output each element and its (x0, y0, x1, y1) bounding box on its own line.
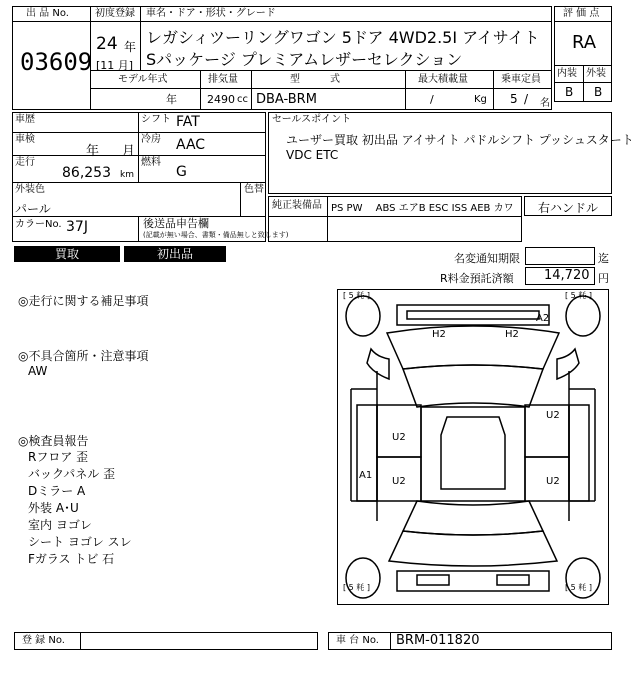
exterior-grade: B (594, 85, 603, 99)
registration-number-label: 登 録 No. (22, 635, 65, 646)
lot-number-label: 出 品 No. (26, 8, 69, 19)
type-value: DBA-BRM (256, 92, 317, 107)
inspection-label: 車検 (15, 134, 35, 145)
capacity-unit: 名 (540, 98, 550, 109)
damage-mark-a2: A2 (536, 313, 550, 324)
chassis-number-label: 車 台 No. (336, 635, 379, 646)
inspector-report-heading: ◎検査員報告 (18, 434, 89, 448)
equipment-label: 純正装備品 (272, 200, 322, 211)
exterior-grade-label: 外装 (586, 68, 606, 79)
first-registration-label: 初度登録 (95, 8, 135, 19)
capacity-label: 乗車定員 (501, 74, 541, 85)
transfer-notice-unit: 迄 (598, 252, 609, 265)
fuel-label: 燃料 (141, 157, 161, 168)
handle-value: 右ハンドル (538, 201, 599, 215)
list-item: Dミラー A (28, 484, 86, 498)
fuel-value: G (176, 164, 187, 180)
tag-first-listing: 初出品 (124, 246, 226, 262)
defect-notes-heading: ◎不具合箇所・注意事項 (18, 349, 149, 363)
car-name-line2: Sパッケージ プレミアムレザーセレクション (146, 50, 463, 69)
capacity-value: 5 (510, 92, 518, 106)
inspection-year-unit: 年 (86, 144, 100, 159)
aftermarket-note: (記載が無い場合、書類・備品無しと致します) (143, 231, 289, 239)
mileage-value: 86,253 (62, 165, 111, 181)
interior-grade-label: 内装 (557, 68, 577, 79)
lot-number: 03609 (20, 48, 93, 76)
max-load-value: / (430, 93, 434, 106)
exterior-color-value: パール (15, 202, 51, 216)
interior-grade: B (565, 85, 574, 99)
ac-value: AAC (176, 137, 206, 153)
grade-label: 評 価 点 (563, 8, 600, 19)
mileage-unit: km (120, 170, 134, 180)
shift-label: シフト (141, 114, 171, 125)
sales-point-line1: ユーザー買取 初出品 アイサイト パドルシフト プッシュスタート (286, 133, 634, 147)
exterior-color-label: 外装色 (15, 184, 45, 195)
drive-notes-heading: ◎走行に関する補足事項 (18, 294, 149, 308)
aftermarket-label: 後送品申告欄 (143, 217, 209, 230)
car-diagram-drawing (337, 289, 609, 605)
grade-value: RA (572, 32, 597, 53)
car-name-line1: レガシィツーリングワゴン 5ドア 4WD2.5I アイサイト (146, 28, 540, 47)
registration-year-unit: 年 (124, 40, 137, 54)
damage-mark-u2-rr: U2 (546, 476, 560, 487)
damage-mark-u2-lf: U2 (392, 432, 406, 443)
tire-front-left: [ 5 粍 ] (343, 291, 370, 300)
color-change-label: 色替 (244, 184, 264, 195)
sales-point-line2: VDC ETC (286, 148, 339, 162)
damage-mark-a1: A1 (359, 470, 373, 481)
shift-value: FAT (176, 114, 200, 130)
damage-mark-h2-right: H2 (505, 329, 519, 340)
car-name-label: 車名・ドア・形状・グレード (146, 8, 276, 19)
ac-label: 冷房 (141, 134, 161, 145)
tire-front-right: [ 5 粍 ] (565, 291, 592, 300)
recycle-fee-label: R料金預託済額 (440, 272, 514, 285)
transfer-notice-box (525, 247, 595, 265)
damage-mark-u2-lr: U2 (392, 476, 406, 487)
model-year-unit: 年 (166, 93, 177, 106)
list-item: 室内 ヨゴレ (28, 518, 92, 532)
type-label: 型 式 (290, 74, 340, 85)
equipment-value: PS PW ABS エアB ESC ISS AEB カワ (331, 203, 514, 214)
chassis-number-value: BRM-011820 (396, 633, 480, 648)
registration-month: [11 月] (96, 59, 134, 72)
list-item: シート ヨゴレ スレ (28, 535, 132, 549)
displacement-unit: cc (237, 94, 248, 105)
list-item: 外装 A･U (28, 501, 79, 515)
recycle-fee-value: 14,720 (544, 268, 590, 283)
color-number-label: カラーNo. (15, 219, 62, 230)
displacement-label: 排気量 (208, 74, 238, 85)
tire-rear-right: [ 5 粍 ] (565, 583, 592, 592)
tire-rear-left: [ 5 粍 ] (343, 583, 370, 592)
list-item: Rフロア 歪 (28, 450, 89, 464)
transfer-notice-label: 名変通知期限 (454, 252, 520, 265)
model-year-label: モデル年式 (118, 74, 168, 85)
registration-year: 24 (96, 34, 118, 54)
inspection-month-unit: 月 (122, 144, 136, 159)
sales-point-label: セールスポイント (272, 114, 352, 125)
displacement-value: 2490 (207, 93, 235, 106)
history-label: 車歴 (15, 114, 35, 125)
max-load-unit: Kg (474, 94, 487, 105)
capacity-separator: / (524, 92, 529, 106)
defect-notes-value: AW (28, 364, 48, 378)
tag-buyout: 買取 (14, 246, 120, 262)
mileage-label: 走行 (15, 157, 35, 168)
damage-mark-h2-left: H2 (432, 329, 446, 340)
max-load-label: 最大積載量 (418, 74, 468, 85)
damage-mark-u2-rf: U2 (546, 410, 560, 421)
color-number-value: 37J (66, 219, 88, 235)
recycle-fee-unit: 円 (598, 272, 609, 285)
list-item: バックパネル 歪 (28, 467, 116, 481)
list-item: Fガラス トビ 石 (28, 552, 115, 566)
